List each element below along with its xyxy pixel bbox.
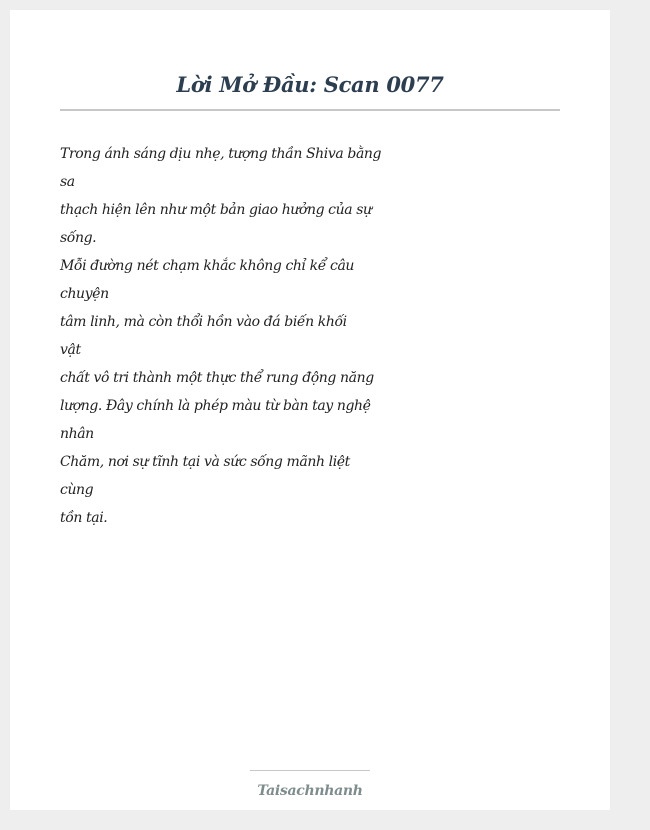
text-line: lượng. Đây chính là phép màu từ bàn tay nghệ <box>60 398 371 414</box>
text-line: chất vô tri thành một thực thể rung động năng <box>60 370 374 386</box>
text-line: tâm linh, mà còn thổi hồn vào đá biến khối <box>60 314 347 330</box>
footer-divider <box>250 770 370 771</box>
document-page <box>10 10 610 810</box>
text-line: vật <box>60 342 81 358</box>
text-line: chuyện <box>60 286 109 302</box>
text-line: Trong ánh sáng dịu nhẹ, tượng thần Shiva bằng <box>60 146 382 162</box>
text-line: nhân <box>60 426 94 442</box>
title-divider <box>60 109 560 111</box>
text-line: Mỗi đường nét chạm khắc không chỉ kể câu <box>60 258 355 274</box>
text-line: sa <box>60 174 75 190</box>
text-line: sống. <box>60 230 97 246</box>
footer-brand: Taisachnhanh <box>257 783 363 799</box>
text-line: Chăm, nơi sự tĩnh tại và sức sống mãnh liệt <box>60 454 350 470</box>
body-text <box>60 140 380 532</box>
text-line: cùng <box>60 482 94 498</box>
text-line: thạch hiện lên như một bản giao hưởng của sự <box>60 202 372 218</box>
text-line: tồn tại. <box>60 510 108 526</box>
page-title: Lời Mở Đầu: Scan 0077 <box>176 72 444 97</box>
